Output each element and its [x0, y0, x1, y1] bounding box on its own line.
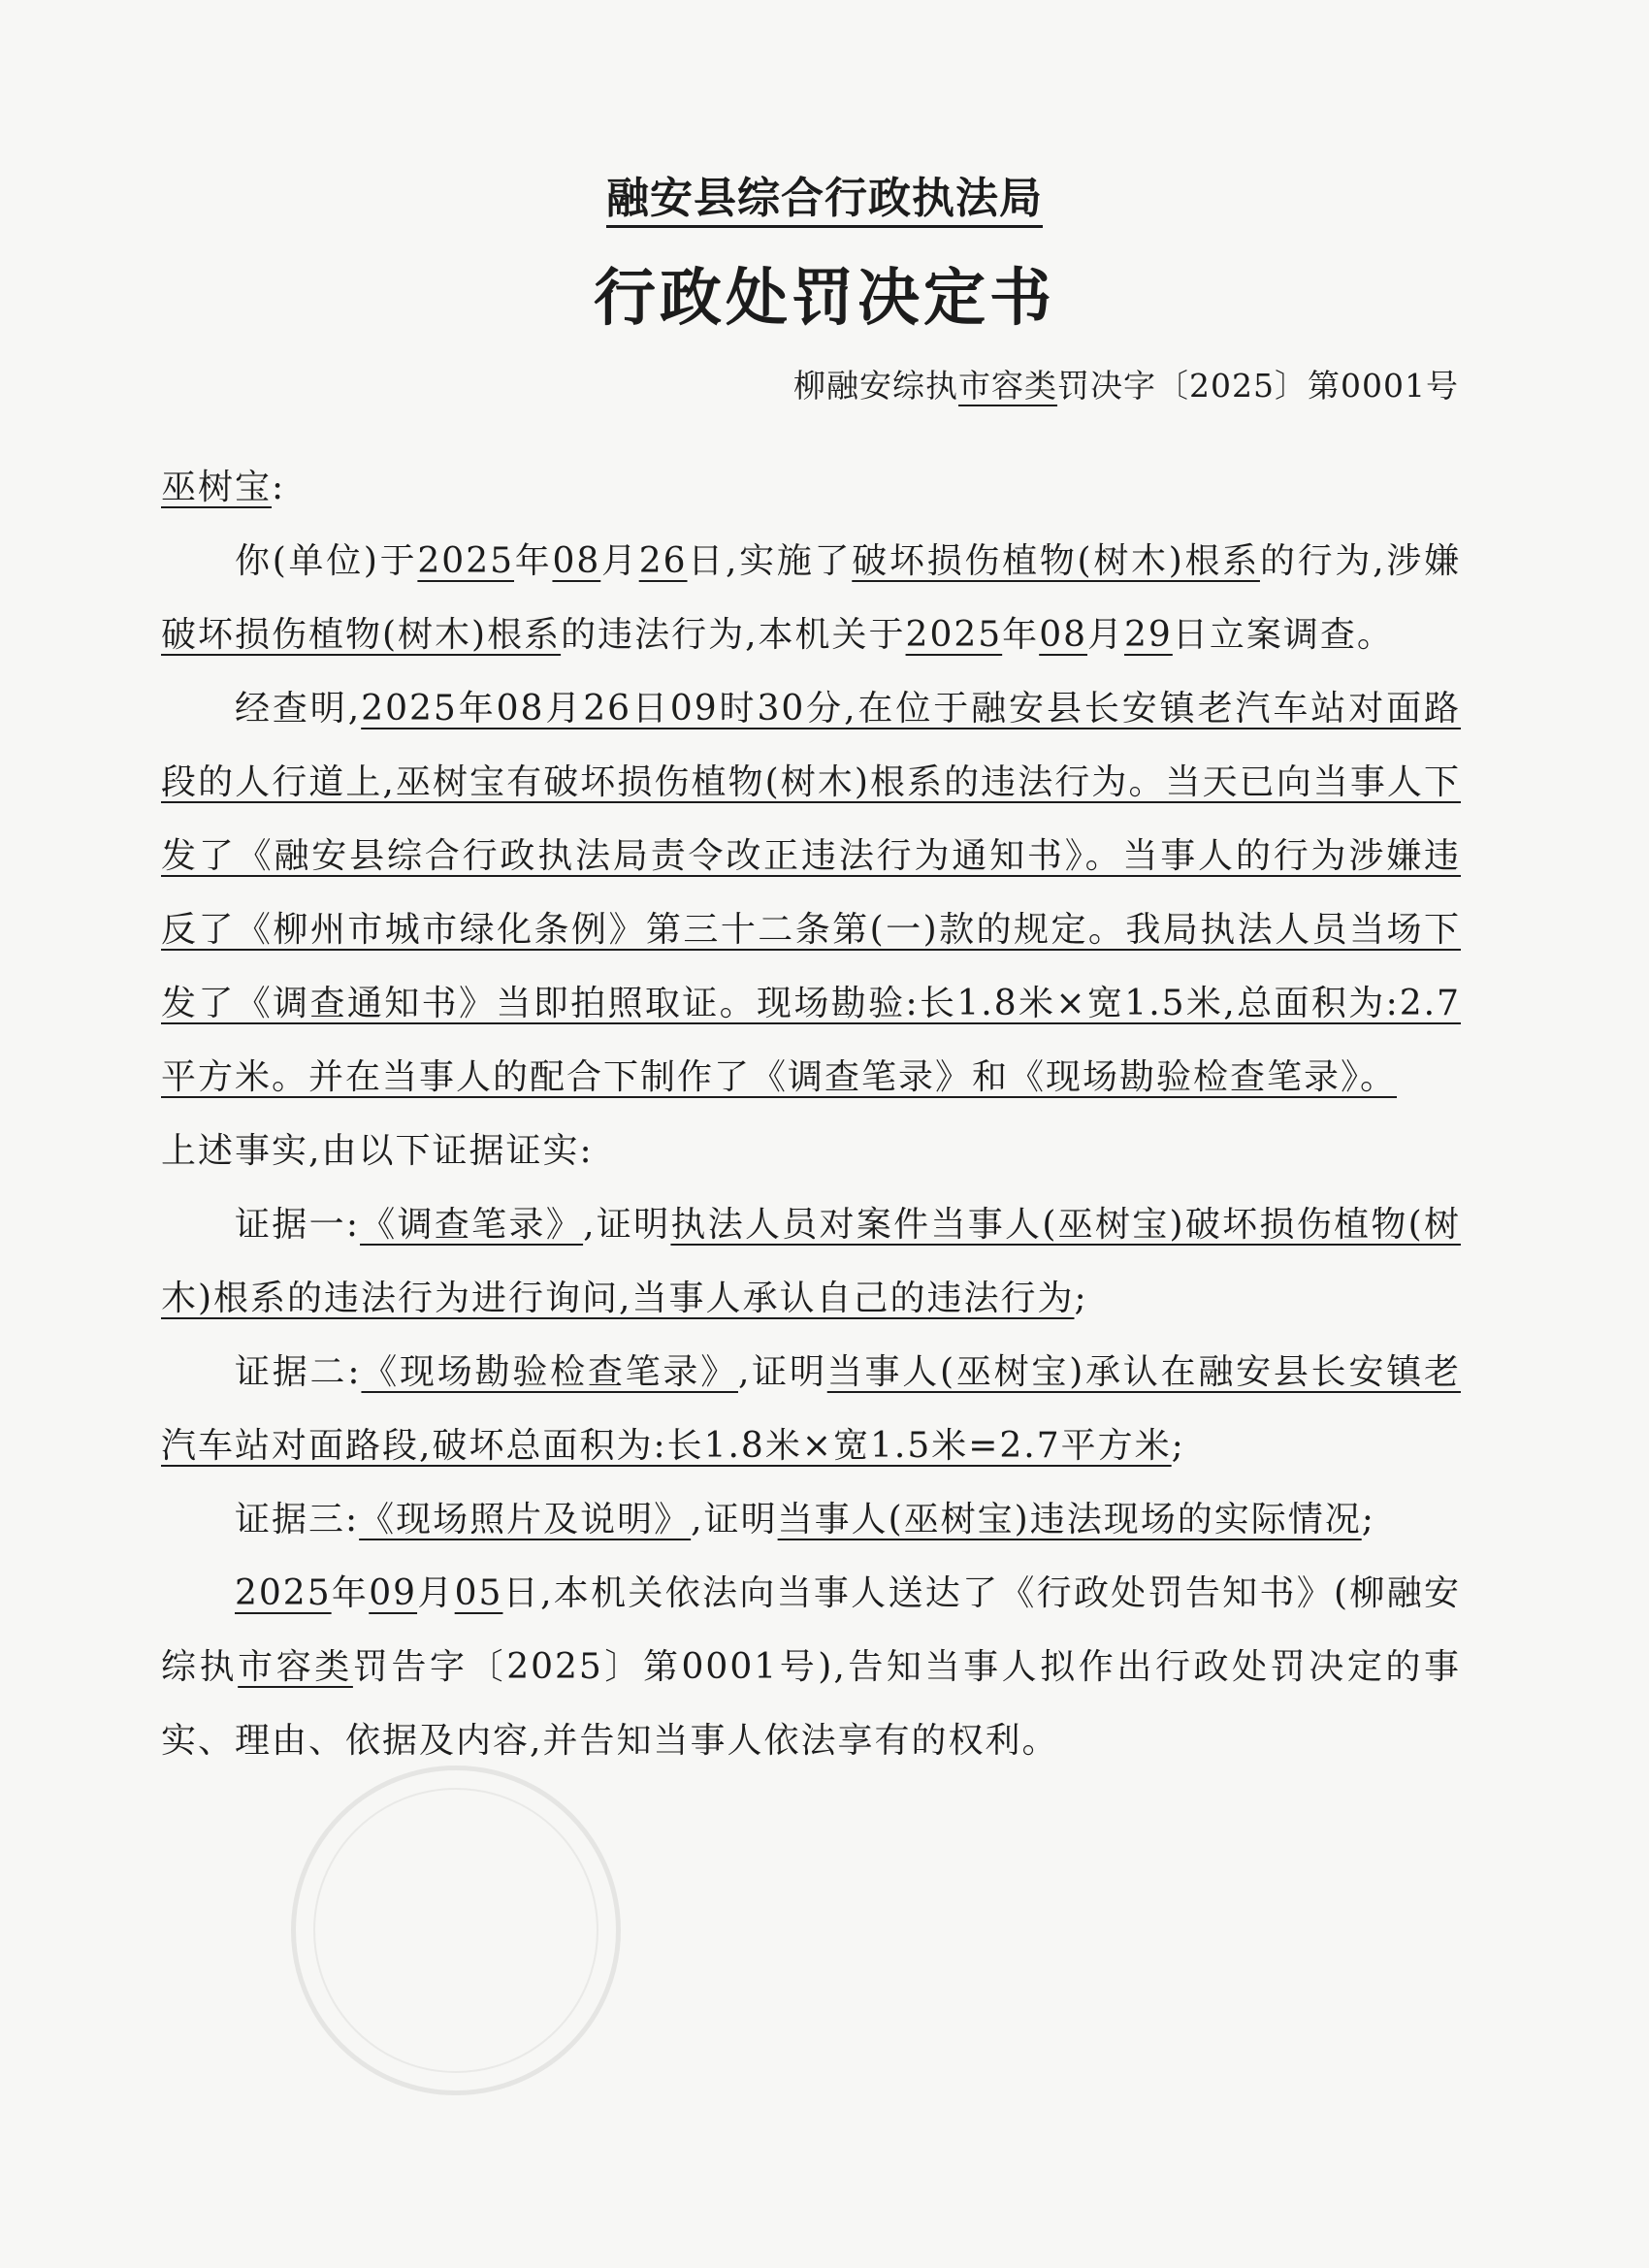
suspected-violation: 破坏损伤植物(树木)根系 [161, 615, 562, 655]
evidence-proof-2: 当事人(巫树宝)承认在融安县长安镇老汽车站对面路段,破坏总面积为:长1.8米×宽1.5米=2.7平方米 [161, 1352, 1461, 1466]
notice-day: 05 [454, 1573, 503, 1613]
findings-paragraph: 经查明,2025年08月26日09时30分,在位于融安县长安镇老汽车站对面路段的人行道上,巫树宝有破坏损伤植物(树木)根系的违法行为。当天已向当事人下发了《融安县综合行政执法局责令改正违法行为通知书》。当事人的行为涉嫌违反了《柳州市城市绿化条例》第三十二条第(一)款的规定。我局执法人员当场下发了《调查通知书》当即拍照取证。现场勘验:长1.8米×宽1.5米,总面积为:2.7平方米。并在当事人的配合下制作了《调查笔录》和《现场勘验检查笔录》。 [161, 689, 1462, 1097]
notice-month: 09 [369, 1573, 418, 1613]
evidence-intro: 上述事实,由以下证据证实: [161, 1131, 594, 1171]
evidence-item-3: 证据三:《现场照片及说明》,证明当事人(巫树宝)违法现场的实际情况; [235, 1500, 1375, 1539]
evidence-item-1: 证据一:《调查笔录》,证明执法人员对案件当事人(巫树宝)破坏损伤植物(树木)根系的违法行为进行询问,当事人承认自己的违法行为; [161, 1205, 1461, 1318]
evidence-proof-1: 执法人员对案件当事人(巫树宝)破坏损伤植物(树木)根系的违法行为进行询问,当事人承认自己的违法行为 [161, 1205, 1461, 1318]
document-title: 行政处罚决定书 [594, 262, 1055, 335]
violation-act: 破坏损伤植物(树木)根系 [852, 541, 1260, 581]
violation-year: 2025 [417, 541, 515, 581]
document-number-category: 市容类 [958, 367, 1058, 405]
evidence-item-2: 证据二:《现场勘验检查笔录》,证明当事人(巫树宝)承认在融安县长安镇老汽车站对面路段,破坏总面积为:长1.8米×宽1.5米=2.7平方米; [161, 1352, 1461, 1466]
agency-name: 融安县综合行政执法局 [0, 163, 1649, 225]
recipient-line: 巫树宝: [161, 468, 286, 507]
official-seal-watermark [291, 1766, 621, 2095]
evidence-doc-3: 《现场照片及说明》 [359, 1500, 692, 1539]
notice-category: 市容类 [238, 1647, 353, 1687]
filing-day: 29 [1124, 615, 1173, 655]
notice-year: 2025 [235, 1573, 332, 1613]
evidence-doc-2: 《现场勘验检查笔录》 [361, 1352, 738, 1392]
findings-facts: 2025年08月26日09时30分,在位于融安县长安镇老汽车站对面路段的人行道上,巫树宝有破坏损伤植物(树木)根系的违法行为。当天已向当事人下发了《融安县综合行政执法局责令改正违法行为通知书》。当事人的行为涉嫌违反了《柳州市城市绿化条例》第三十二条第(一)款的规定。我局执法人员当场下发了《调查通知书》当即拍照取证。现场勘验:长1.8米×宽1.5米,总面积为:2.7平方米。并在当事人的配合下制作了《调查笔录》和《现场勘验检查笔录》。 [161, 689, 1462, 1097]
document-number: 柳融安综执市容类罚决字〔2025〕第0001号 [793, 367, 1459, 405]
case-filing-paragraph: 你(单位)于2025年08月26日,实施了破坏损伤植物(树木)根系的行为,涉嫌破坏损伤植物(树木)根系的违法行为,本机关于2025年08月29日立案调查。 [161, 541, 1461, 655]
filing-month: 08 [1039, 615, 1087, 655]
filing-year: 2025 [905, 615, 1003, 655]
violation-day: 26 [638, 541, 688, 581]
evidence-doc-1: 《调查笔录》 [360, 1205, 584, 1245]
violation-month: 08 [552, 541, 601, 581]
document-body [161, 451, 1461, 1778]
notice-paragraph: 2025年09月05日,本机关依法向当事人送达了《行政处罚告知书》(柳融安综执市容类罚告字〔2025〕第0001号),告知当事人拟作出行政处罚决定的事实、理由、依据及内容,并告知当事人依法享有的权利。 [161, 1573, 1461, 1761]
evidence-proof-3: 当事人(巫树宝)违法现场的实际情况 [777, 1500, 1362, 1539]
recipient-name: 巫树宝 [161, 468, 273, 507]
